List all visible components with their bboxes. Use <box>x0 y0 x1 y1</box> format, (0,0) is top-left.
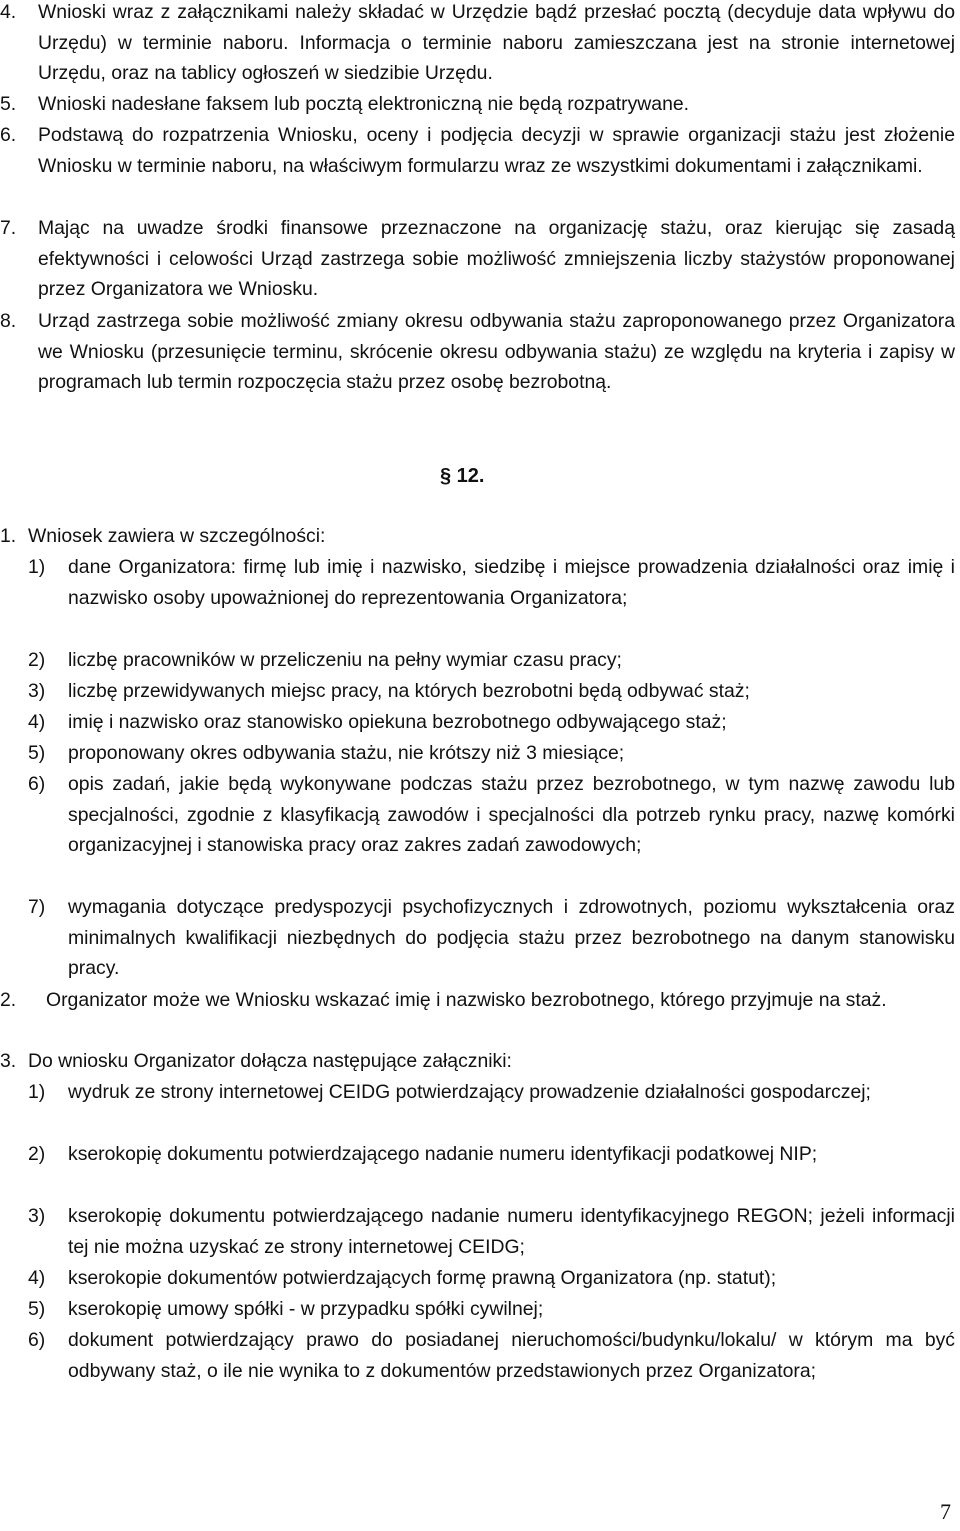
section-heading: § 12. <box>440 465 485 487</box>
page-number: 7 <box>940 1499 951 1524</box>
list-item-text: opis zadań, jakie będą wykonywane podczas stażu przez bezrobotnego, w tym nazwę zawodu lub specjalności, zgodnie z klasyfikacją zawodów i specjalności dla potrzeb rynku pracy, nazwę komórki organizacyjnej i stanowiska pracy oraz zakres zadań zawodowych; <box>68 773 955 856</box>
list-item-text: Mając na uwadze środki finansowe przeznaczone na organizację stażu, oraz kierując się zasadą efektywności i celowości Urząd zastrzega sobie możliwość zmniejszenia liczby stażystów proponowanej przez Organizatora we Wniosku. <box>38 217 955 300</box>
list-item-number: 1) <box>28 556 46 578</box>
list-item-text: Podstawą do rozpatrzenia Wniosku, oceny i podjęcia decyzji w sprawie organizacji stażu jest złożenie Wniosku w terminie naboru, na właściwym formularzu wraz ze wszystkimi dokumentami i załącznikami. <box>38 124 955 177</box>
list-item-number: 5) <box>28 1298 46 1320</box>
sub-list-item <box>0 1325 955 1386</box>
list-item-text: dokument potwierdzający prawo do posiadanej nieruchomości/budynku/lokalu/ w którym ma być odbywany staż, o ile nie wynika to z dokumentów przedstawionych przez Organizatora; <box>68 1329 955 1382</box>
list-item-text: liczbę przewidywanych miejsc pracy, na których bezrobotni będą odbywać staż; <box>68 680 750 702</box>
list-item-text: Wnioski nadesłane faksem lub pocztą elektroniczną nie będą rozpatrywane. <box>38 93 690 115</box>
list-item-number: 7) <box>28 896 46 918</box>
list-item-number: 4. <box>0 1 17 23</box>
sub-list-item <box>0 1201 955 1262</box>
list-item-text: Organizator może we Wniosku wskazać imię i nazwisko bezrobotnego, którego przyjmuje na staż. <box>46 989 887 1011</box>
sub-list-item <box>0 769 955 861</box>
list-item-number: 1. <box>0 525 17 547</box>
sub-list-item <box>0 1139 955 1170</box>
list-item-number: 6) <box>28 773 46 795</box>
list-item-text: proponowany okres odbywania stażu, nie krótszy niż 3 miesiące; <box>68 742 625 764</box>
list-item <box>0 306 955 398</box>
list-item-number: 3. <box>0 1050 17 1072</box>
list-item-text: kserokopię dokumentu potwierdzającego nadanie numeru identyfikacji podatkowej NIP; <box>68 1143 818 1165</box>
list-item-text: dane Organizatora: firmę lub imię i nazwisko, siedzibę i miejsce prowadzenia działalności oraz imię i nazwisko osoby upoważnionej do reprezentowania Organizatora; <box>68 556 955 609</box>
list-item-text: kserokopię dokumentu potwierdzającego nadanie numeru identyfikacyjnego REGON; jeżeli informacji tej nie można uzyskać ze strony internetowej CEIDG; <box>68 1205 955 1258</box>
list-item <box>0 0 955 89</box>
sub-list-item <box>0 707 955 738</box>
sub-list-item <box>0 892 955 984</box>
list-item-number: 3) <box>28 680 46 702</box>
list-item-number: 5. <box>0 93 17 115</box>
sub-list-item <box>0 676 955 707</box>
list-item-number: 6) <box>28 1329 46 1351</box>
sub-list-item <box>0 1077 955 1108</box>
list-item-text: Urząd zastrzega sobie możliwość zmiany okresu odbywania stażu zaproponowanego przez Organizatora we Wniosku (przesunięcie terminu, skrócenie okresu odbywania stażu) ze względu na kryteria i zapisy w programach lub termin rozpoczęcia stażu przez osobę bezrobotną. <box>38 310 955 393</box>
sub-list-item <box>0 552 955 613</box>
sub-list-item <box>0 738 955 769</box>
list-item-number: 7. <box>0 217 17 239</box>
list-item-text: Wniosek zawiera w szczególności: <box>28 525 326 547</box>
list-item-text: kserokopie dokumentów potwierdzających formę prawną Organizatora (np. statut); <box>68 1267 777 1289</box>
list-item-number: 5) <box>28 742 46 764</box>
sub-list-item <box>0 645 955 676</box>
sub-list-item <box>0 1294 955 1325</box>
list-item-text: Do wniosku Organizator dołącza następujące załączniki: <box>28 1050 512 1072</box>
list-item-number: 2) <box>28 1143 46 1165</box>
list-item-text: imię i nazwisko oraz stanowisko opiekuna bezrobotnego odbywającego staż; <box>68 711 727 733</box>
list-item <box>0 985 955 1016</box>
list-item-number: 8. <box>0 310 17 332</box>
list-item <box>0 213 955 305</box>
list-item <box>0 521 955 552</box>
list-item-text: wymagania dotyczące predyspozycji psychofizycznych i zdrowotnych, poziomu wykształcenia oraz minimalnych kwalifikacji niezbędnych do podjęcia stażu przez bezrobotnego na danym stanowisku pracy. <box>68 896 955 979</box>
list-item-number: 6. <box>0 124 17 146</box>
sub-list-item <box>0 1263 955 1294</box>
list-item-number: 4) <box>28 711 46 733</box>
list-item <box>0 120 955 181</box>
list-item-text: liczbę pracowników w przeliczeniu na pełny wymiar czasu pracy; <box>68 649 622 671</box>
list-item-number: 3) <box>28 1205 46 1227</box>
list-item-text: wydruk ze strony internetowej CEIDG potwierdzający prowadzenie działalności gospodarczej; <box>68 1081 871 1103</box>
list-item-number: 2) <box>28 649 46 671</box>
list-item <box>0 1046 955 1077</box>
list-item <box>0 89 955 120</box>
list-item-number: 1) <box>28 1081 46 1103</box>
list-item-text: kserokopię umowy spółki - w przypadku spółki cywilnej; <box>68 1298 544 1320</box>
list-item-text: Wnioski wraz z załącznikami należy składać w Urzędzie bądź przesłać pocztą (decyduje data wpływu do Urzędu) w terminie naboru. Informacja o terminie naboru zamieszczana jest na stronie internetowej Urzędu, oraz na tablicy ogłoszeń w siedzibie Urzędu. <box>38 1 955 84</box>
list-item-number: 4) <box>28 1267 46 1289</box>
list-item-number: 2. <box>0 989 17 1011</box>
